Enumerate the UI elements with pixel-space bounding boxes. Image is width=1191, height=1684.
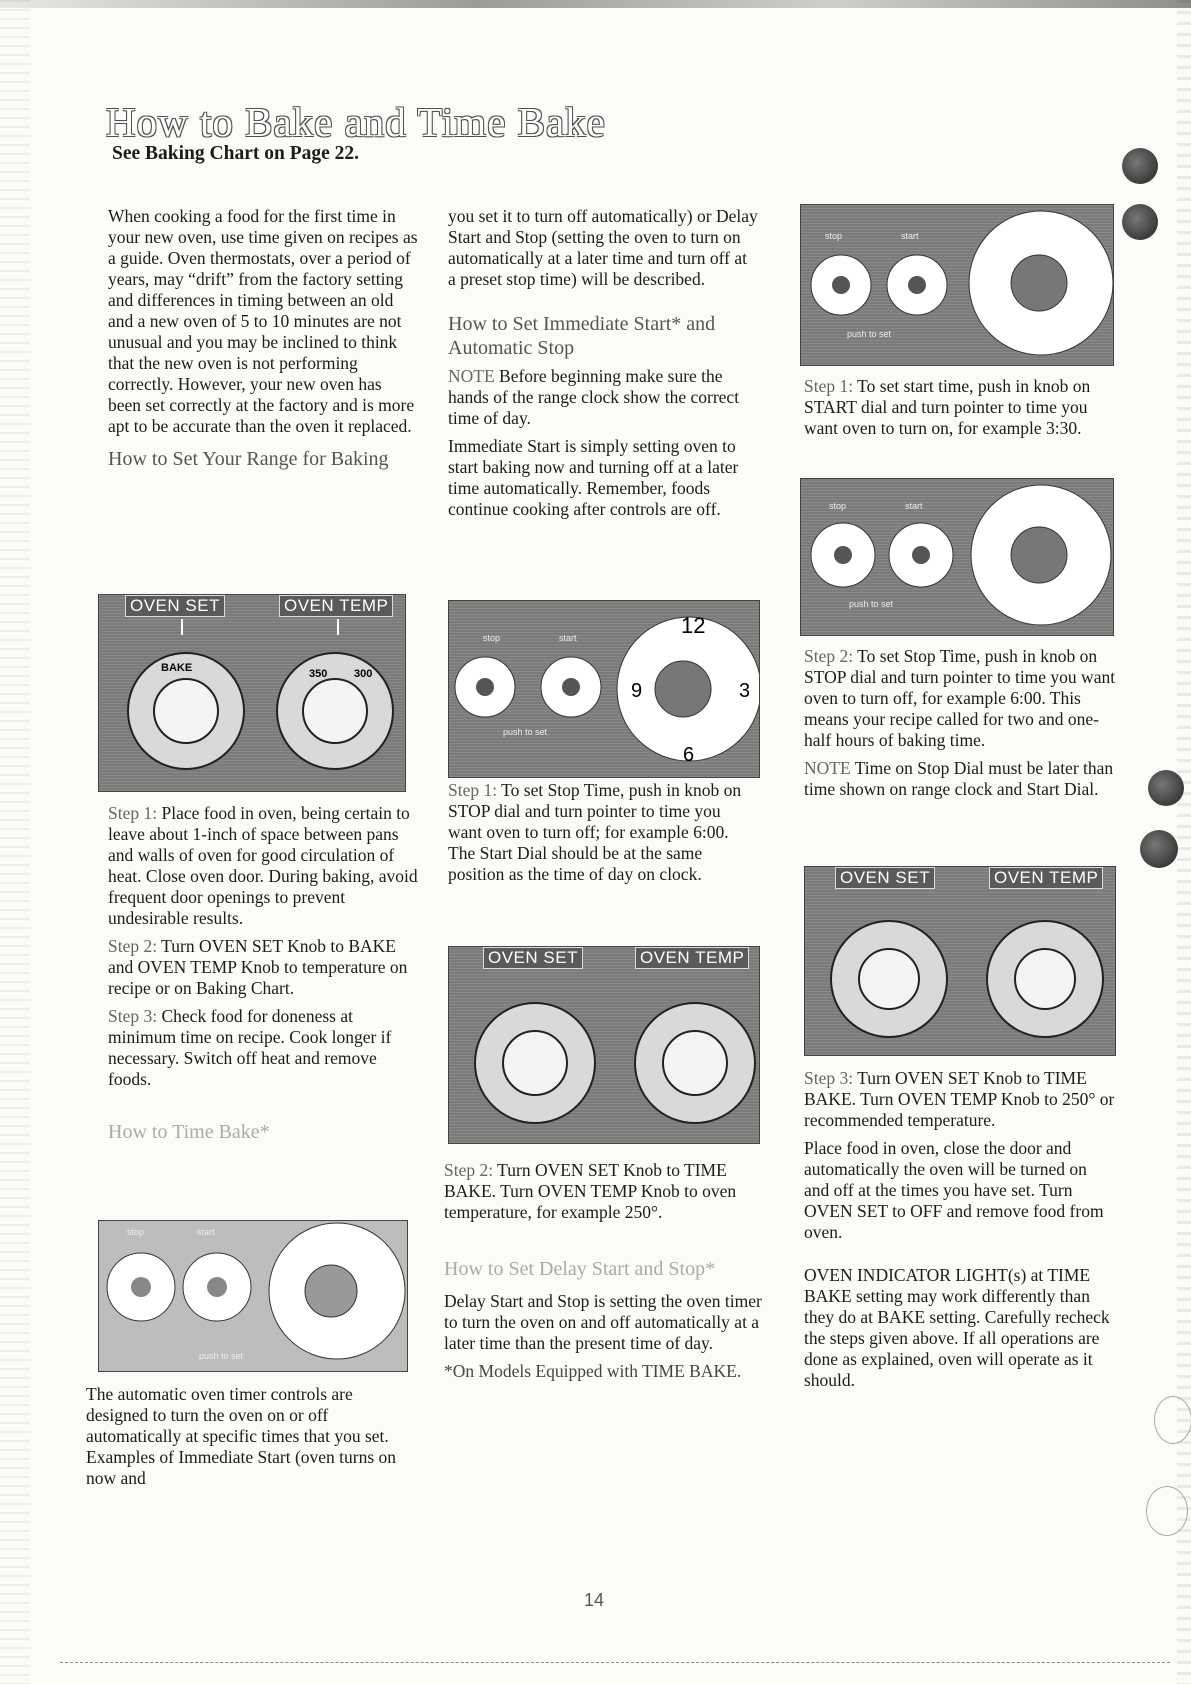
svg-text:350: 350	[309, 668, 328, 680]
svg-text:6: 6	[683, 744, 695, 766]
start-dial-label: start	[901, 231, 919, 241]
scan-bottom-line	[60, 1662, 1170, 1663]
footnote: *On Models Equipped with TIME BAKE.	[444, 1361, 742, 1381]
oven-knobs-drawing	[805, 867, 1115, 1055]
section-heading: How to Time Bake*	[108, 1121, 270, 1143]
oven-control-panel	[804, 866, 1116, 1056]
oven-temp-label: OVEN TEMP	[635, 947, 749, 969]
place-paragraph: Place food in oven, close the door and automatically the oven will be turned on and off at the times you have set. Turn OVEN SET to OFF and remove food from oven.	[804, 1138, 1104, 1242]
note-text: Before beginning make sure the hands of the range clock show the correct time of day.	[448, 366, 740, 428]
timer-clock-panel	[448, 600, 760, 778]
clock-numeral-12: 12	[681, 613, 706, 638]
oven-control-panel	[98, 594, 406, 792]
stop-dial-label: stop	[127, 1227, 145, 1237]
start-dial-label: start	[559, 633, 577, 643]
step-label: Step 2:	[108, 936, 158, 956]
svg-text:9: 9	[631, 680, 643, 702]
immediate-paragraph: Immediate Start is simply setting oven to start baking now and turning off at a later time automatically. Remember, foods continue cooking after controls are off.	[448, 436, 739, 519]
timer-clock-panel	[800, 204, 1114, 366]
step-2-text: To set Stop Time, push in knob on STOP dial and turn pointer to time you want oven to turn off, for example 6:00. This means your recipe called for two and one-half hours of baking time.	[804, 646, 1116, 750]
section-heading: How to Set Delay Start and Stop*	[444, 1258, 716, 1280]
oven-set-label: OVEN SET	[835, 867, 935, 889]
step-label: Step 3:	[804, 1068, 854, 1088]
scan-top-band	[0, 0, 1191, 8]
hole-punch	[1140, 830, 1178, 868]
stop-dial-label: stop	[829, 501, 847, 511]
step-label: Step 1:	[448, 780, 498, 800]
oven-set-label: OVEN SET	[483, 947, 583, 969]
note-label: NOTE	[448, 366, 495, 386]
step-1-text: Place food in oven, being certain to leave about 1-inch of space between pans and walls of oven for good circulation of heat. Close oven door. During baking, avoid frequent door openings to prevent undesirable results.	[108, 803, 418, 928]
push-to-set-label: push to set	[199, 1351, 244, 1361]
timer-clock-drawing	[99, 1221, 407, 1371]
timer-clock-drawing	[801, 205, 1113, 365]
column-1-steps	[108, 803, 418, 1144]
step-label: Step 1:	[804, 376, 854, 396]
stop-dial-label: stop	[483, 633, 501, 643]
timer-paragraph: The automatic oven timer controls are designed to turn the oven on or off automatically at specific times that you set. Examples of Immediate Start (oven turns on now and	[86, 1384, 397, 1488]
page-title: How to Bake and Time Bake	[106, 99, 606, 145]
step-3-text: Turn OVEN SET Knob to TIME BAKE. Turn OVEN TEMP Knob to 250° or recommended temperature.	[804, 1068, 1115, 1130]
oven-set-label: OVEN SET	[125, 595, 225, 617]
push-to-set-label: push to set	[503, 727, 548, 737]
step-2-text: Turn OVEN SET Knob to BAKE and OVEN TEMP Knob to temperature on recipe or on Baking Chart.	[108, 936, 408, 998]
section-heading: How to Set Your Range for Baking	[108, 448, 389, 470]
svg-text:300: 300	[354, 668, 373, 680]
step-1-text: To set Stop Time, push in knob on STOP dial and turn pointer to time you want oven to turn off; for example 6:00. The Start Dial should be at the same position as the time of day on clock.	[448, 780, 742, 884]
column-1	[108, 206, 418, 471]
column-2	[448, 206, 758, 527]
step-label: Step 2:	[444, 1160, 494, 1180]
indicator-paragraph: OVEN INDICATOR LIGHT(s) at TIME BAKE setting may work differently than they do at BAKE setting. Carefully recheck the steps given above. If all operations are done as explained, oven will operate as it should.	[804, 1265, 1110, 1390]
timer-clock-panel	[800, 478, 1114, 636]
oven-temp-label: OVEN TEMP	[279, 595, 393, 617]
scan-left-margin	[0, 0, 30, 1684]
oven-control-panel	[448, 946, 760, 1144]
delay-paragraph: Delay Start and Stop is setting the oven timer to turn the oven on and off automatically at a later time than the present time of day.	[444, 1291, 762, 1353]
column-2-lower	[444, 1160, 764, 1389]
column-2-step1	[448, 780, 758, 892]
page-number: 14	[584, 1590, 605, 1610]
column-3-lower	[804, 1068, 1116, 1398]
push-to-set-label: push to set	[849, 599, 894, 609]
timer-clock-panel	[98, 1220, 408, 1372]
intro-paragraph: When cooking a food for the first time in your new oven, use time given on recipes as a guide. Oven thermostats, over a period of years, may “drift” from the factory setting and differences in timing between an old and a new oven of 5 to 10 minutes are not unusual and you may be inclined to think that the new oven is not performing correctly. However, your new oven has been set correctly at the factory and is more apt to be accurate than the oven it replaced.	[108, 206, 418, 436]
column-3-step1	[804, 376, 1110, 446]
timer-clock-drawing	[801, 479, 1113, 635]
oven-temp-label: OVEN TEMP	[989, 867, 1103, 889]
bake-mark: BAKE	[161, 662, 193, 674]
timer-clock-drawing	[449, 601, 759, 777]
step-1-text: To set start time, push in knob on START dial and turn pointer to time you want oven to turn on, for example 3:30.	[804, 376, 1091, 438]
stop-dial-label: stop	[825, 231, 843, 241]
hole-punch	[1122, 204, 1158, 240]
continued-paragraph: you set it to turn off automatically) or Delay Start and Stop (setting the oven to turn on automatically at a later time and turn off at a preset stop time) will be described.	[448, 206, 758, 289]
column-3-step2	[804, 646, 1116, 807]
step-2-text: Turn OVEN SET Knob to TIME BAKE. Turn OVEN TEMP Knob to oven temperature, for example 250°.	[444, 1160, 737, 1222]
oven-knobs-drawing	[99, 595, 405, 791]
oven-knobs-drawing	[449, 947, 759, 1143]
note-text: Time on Stop Dial must be later than time shown on range clock and Start Dial.	[804, 758, 1114, 799]
hole-outline	[1146, 1486, 1188, 1536]
start-dial-label: start	[197, 1227, 215, 1237]
step-3-text: Check food for doneness at minimum time on recipe. Cook longer if necessary. Switch off heat and remove foods.	[108, 1006, 392, 1089]
note-label: NOTE	[804, 758, 851, 778]
step-label: Step 3:	[108, 1006, 158, 1026]
step-label: Step 2:	[804, 646, 854, 666]
svg-text:3: 3	[739, 680, 751, 702]
start-dial-label: start	[905, 501, 923, 511]
hole-punch	[1122, 148, 1158, 184]
step-label: Step 1:	[108, 803, 158, 823]
page-subtitle: See Baking Chart on Page 22.	[112, 143, 360, 164]
hole-punch	[1148, 770, 1184, 806]
section-heading: How to Set Immediate Start* and Automatic Stop	[448, 313, 716, 359]
push-to-set-label: push to set	[847, 329, 892, 339]
hole-outline	[1154, 1396, 1191, 1444]
